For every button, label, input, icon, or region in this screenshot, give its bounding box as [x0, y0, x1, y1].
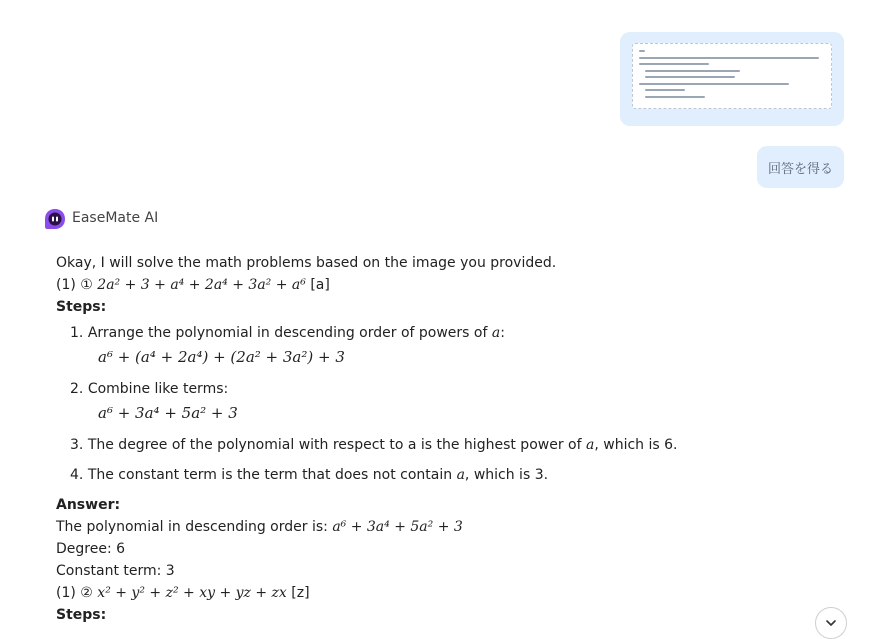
step-end: , which is 6.	[594, 437, 678, 453]
step-end: , which is 3.	[464, 467, 549, 483]
problem-1-prefix: (1) ①	[56, 277, 93, 293]
result-formula: a⁶ + 3a⁴ + 5a² + 3	[332, 519, 463, 535]
step-text: The constant term is the term that does not contain	[87, 467, 453, 483]
steps-list	[56, 322, 856, 486]
problem-2-prefix: (1) ②	[56, 585, 93, 601]
assistant-response	[56, 252, 856, 626]
uploaded-image-thumbnail[interactable]	[632, 43, 832, 109]
result-text: The polynomial in descending order is:	[56, 519, 328, 535]
easemate-logo-icon	[44, 208, 66, 230]
step-number: 1.	[70, 325, 84, 341]
user-image-message[interactable]	[620, 32, 844, 126]
chevron-down-icon	[824, 616, 838, 630]
problem-1-heading	[56, 274, 856, 296]
step-text: Combine like terms:	[87, 381, 229, 397]
get-answer-button[interactable]: 回答を得る	[757, 146, 844, 188]
step-item	[70, 464, 856, 486]
intro-text: Okay, I will solve the math problems based on the image you provided.	[56, 255, 557, 271]
scroll-down-button[interactable]	[815, 607, 847, 639]
step-text: The degree of the polynomial with respect to a is the highest power of	[87, 437, 582, 453]
step-variable: a	[491, 325, 501, 341]
problem-2-heading	[56, 582, 856, 604]
constant-text: Constant term: 3	[56, 563, 175, 579]
assistant-name: EaseMate AI	[72, 210, 159, 226]
steps-label: Steps:	[56, 299, 107, 315]
step-end: :	[500, 325, 505, 341]
step-number: 3.	[70, 437, 84, 453]
step-item	[70, 378, 856, 426]
step-formula: a⁶ + (a⁴ + 2a⁴) + (2a² + 3a²) + 3	[98, 348, 345, 366]
answer-label: Answer:	[56, 497, 121, 513]
steps-label-2: Steps:	[56, 607, 107, 623]
step-number: 4.	[70, 467, 84, 483]
step-variable: a	[585, 437, 595, 453]
step-item	[70, 434, 856, 456]
step-number: 2.	[70, 381, 84, 397]
problem-1-tag: [a]	[310, 277, 330, 293]
step-formula: a⁶ + 3a⁴ + 5a² + 3	[98, 404, 238, 422]
step-text: Arrange the polynomial in descending order of powers of	[87, 325, 488, 341]
problem-1-expression: 2a² + 3 + a⁴ + 2a⁴ + 3a² + a⁶	[97, 277, 306, 293]
step-variable: a	[456, 467, 465, 483]
degree-text: Degree: 6	[56, 541, 126, 557]
result-line	[56, 516, 856, 538]
problem-2-tag: [z]	[291, 585, 310, 601]
problem-2-expression: x² + y² + z² + xy + yz + zx	[97, 585, 287, 601]
step-item	[70, 322, 856, 370]
